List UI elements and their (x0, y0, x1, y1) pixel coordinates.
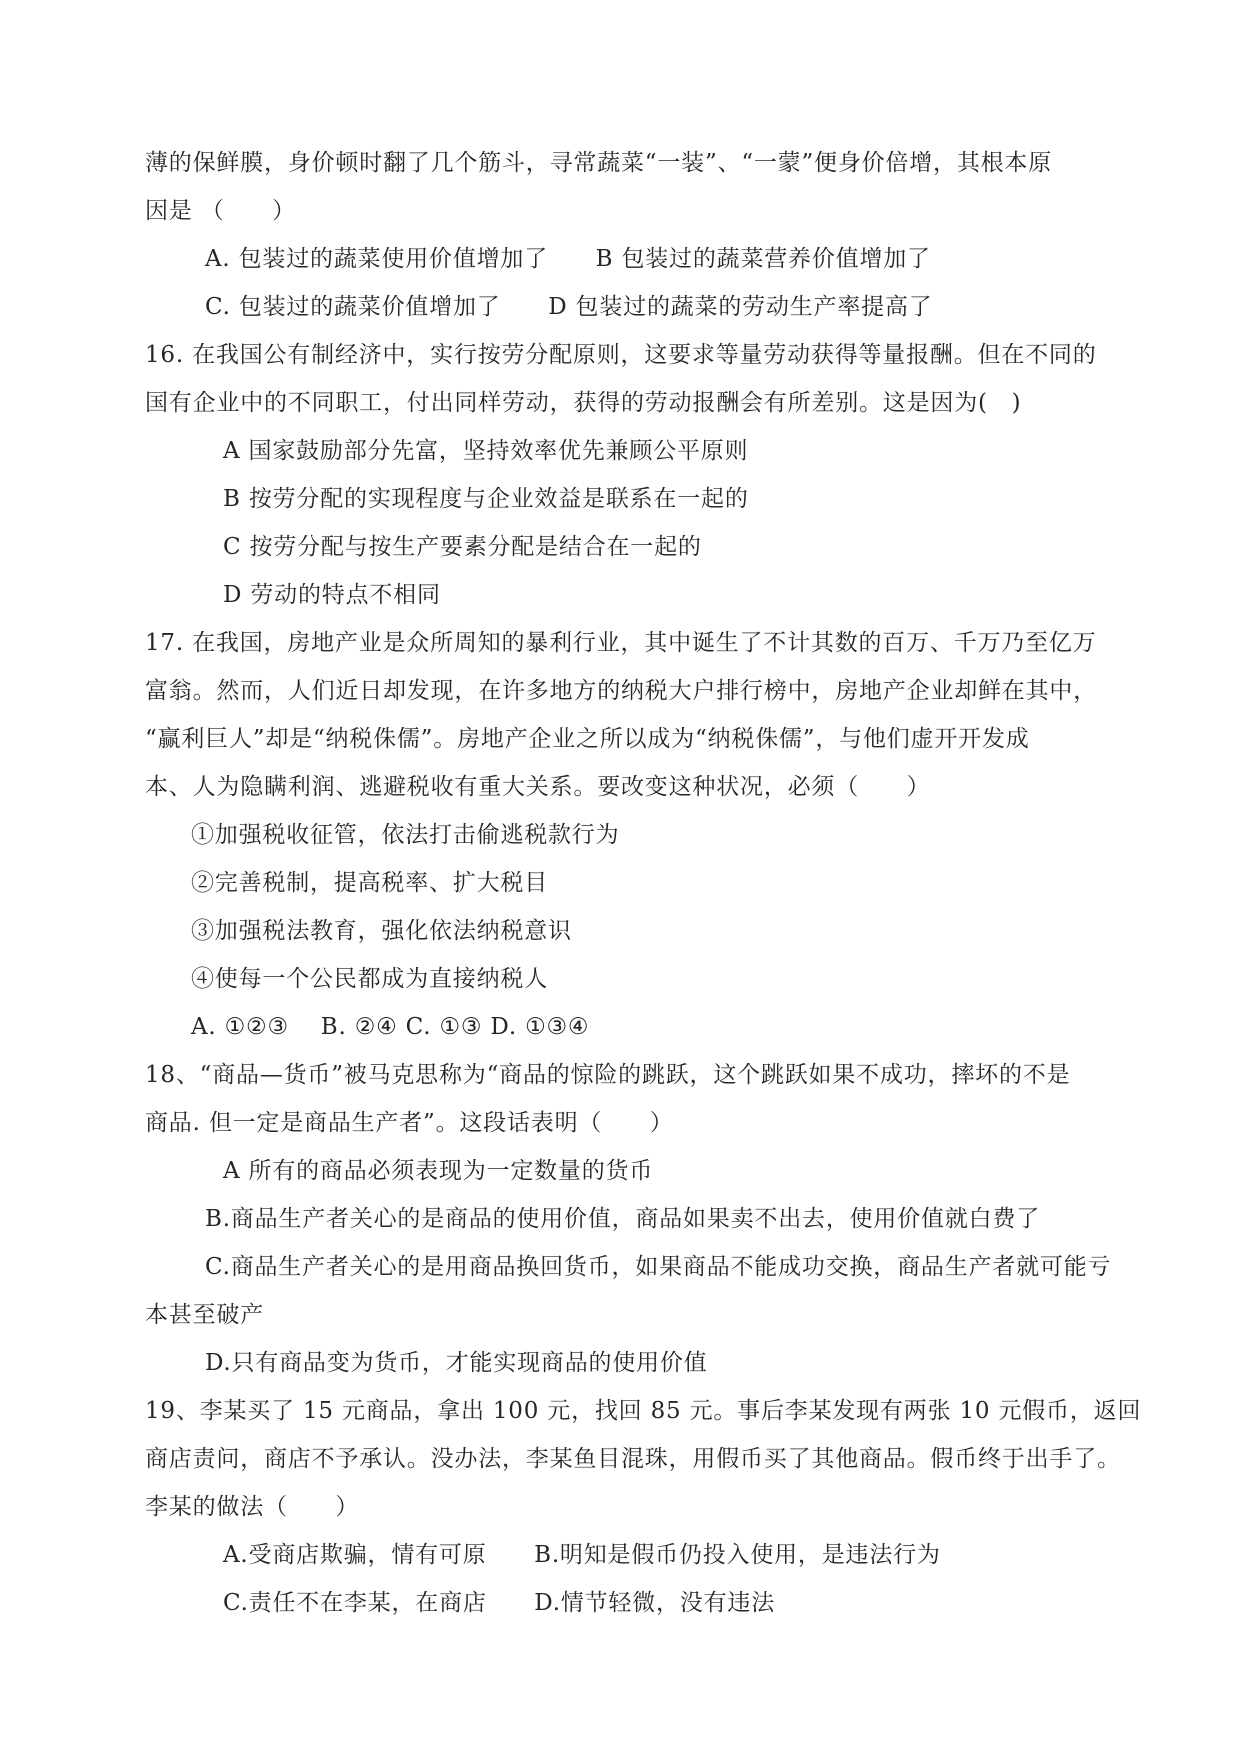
question-19-options-row-cd: C.责任不在李某，在商店 D.情节轻微，没有违法 (223, 1590, 776, 1616)
question-16-stem-line-1: 16. 在我国公有制经济中，实行按劳分配原则，这要求等量劳动获得等量报酬。但在不同的 (145, 342, 1097, 368)
question-18-option-d: D.只有商品变为货币，才能实现商品的使用价值 (205, 1350, 708, 1376)
question-17-item-1: ①加强税收征管，依法打击偷逃税款行为 (191, 822, 620, 848)
question-16-option-d: D 劳动的特点不相同 (223, 582, 441, 608)
question-15-options-row-ab: A. 包装过的蔬菜使用价值增加了 B 包装过的蔬菜营养价值增加了 (205, 246, 931, 272)
question-16-option-b: B 按劳分配的实现程度与企业效益是联系在一起的 (223, 486, 749, 512)
question-17-stem-line-4: 本、人为隐瞒利润、逃避税收有重大关系。要改变这种状况，必须（ ） (145, 774, 931, 800)
question-18-option-b: B.商品生产者关心的是商品的使用价值，商品如果卖不出去，使用价值就白费了 (205, 1206, 1041, 1232)
question-17-item-4: ④使每一个公民都成为直接纳税人 (191, 966, 548, 992)
question-15-options-row-cd: C. 包装过的蔬菜价值增加了 D 包装过的蔬菜的劳动生产率提高了 (205, 294, 933, 320)
question-19-stem-line-1: 19、李某买了 15 元商品，拿出 100 元，找回 85 元。事后李某发现有两张 10 元假币，返回 (145, 1398, 1142, 1424)
question-18-stem-line-1: 18、“商品—货币”被马克思称为“商品的惊险的跳跃，这个跳跃如果不成功，摔坏的不是 (145, 1062, 1071, 1088)
question-16-stem-line-2: 国有企业中的不同职工，付出同样劳动，获得的劳动报酬会有所差别。这是因为( ) (145, 390, 1022, 416)
question-18-option-a: A 所有的商品必须表现为一定数量的货币 (223, 1158, 654, 1184)
question-16-option-a: A 国家鼓励部分先富，坚持效率优先兼顾公平原则 (223, 438, 749, 464)
question-17-item-3: ③加强税法教育，强化依法纳税意识 (191, 918, 572, 944)
question-18-stem-line-2: 商品. 但一定是商品生产者”。这段话表明（ ） (145, 1110, 674, 1136)
question-17-stem-line-2: 富翁。然而，人们近日却发现，在许多地方的纳税大户排行榜中，房地产企业却鲜在其中， (145, 678, 1097, 704)
question-17-stem-line-1: 17. 在我国，房地产业是众所周知的暴利行业，其中诞生了不计其数的百万、千万乃至亿万 (145, 630, 1097, 656)
question-18-option-c-line-2: 本甚至破产 (145, 1302, 264, 1328)
question-15-stem-line-2: 因是 （ ） (145, 198, 296, 224)
exam-document-page (145, 139, 1155, 1627)
question-17-item-2: ②完善税制，提高税率、扩大税目 (191, 870, 548, 896)
question-15-stem-line-1: 薄的保鲜膜，身价顿时翻了几个筋斗，寻常蔬菜“一装”、“一蒙”便身价倍增，其根本原 (145, 150, 1053, 176)
question-19-options-row-ab: A.受商店欺骗，情有可原 B.明知是假币仍投入使用，是违法行为 (223, 1542, 941, 1568)
question-18-option-c-line-1: C.商品生产者关心的是用商品换回货币，如果商品不能成功交换，商品生产者就可能亏 (205, 1254, 1112, 1280)
question-19-stem-line-2: 商店责问，商店不予承认。没办法，李某鱼目混珠，用假币买了其他商品。假币终于出手了。 (145, 1446, 1121, 1472)
question-17-stem-line-3: “赢利巨人”却是“纳税侏儒”。房地产企业之所以成为“纳税侏儒”，与他们虚开开发成 (145, 726, 1030, 752)
question-16-option-c: C 按劳分配与按生产要素分配是结合在一起的 (223, 534, 702, 560)
question-17-options-row: A. ①②③ B. ②④ C. ①③ D. ①③④ (191, 1014, 590, 1040)
question-19-stem-line-3: 李某的做法（ ） (145, 1494, 360, 1520)
